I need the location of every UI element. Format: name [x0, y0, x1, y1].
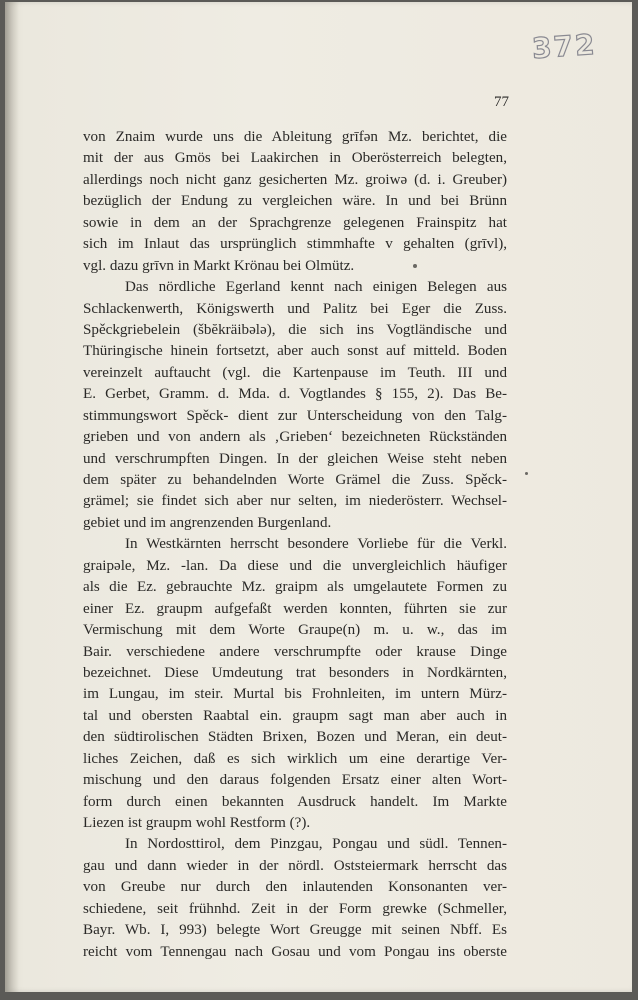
- text-line: als die Ez. gebrauchte Mz. graipm als umgelautete Formen zu: [83, 579, 507, 596]
- body-text: [83, 127, 507, 963]
- text-line: Liezen ist graupm wohl Restform (?).: [83, 815, 311, 831]
- text-line: allerdings noch nicht ganz gesicherten Mz. groiwǝ (d. i. Greuber): [83, 171, 507, 188]
- text-line: liches Zeichen, daß es sich wirklich um eine derartige Ver-: [83, 750, 507, 767]
- text-line: gau und dann wieder in der nördl. Oststeiermark herrscht das: [83, 857, 507, 874]
- text-line: E. Gerbet, Gramm. d. Mda. d. Vogtlandes § 155, 2). Das Be-: [83, 386, 507, 403]
- text-line: Vermischung mit dem Worte Graupe(n) m. u. w., das im: [83, 622, 507, 639]
- text-line: stimmungswort Spěck- dient zur Unterscheidung von den Talg-: [83, 407, 507, 424]
- spine-shadow: [5, 2, 19, 992]
- text-line: den südtirolischen Städten Brixen, Bozen und Meran, ein deut-: [83, 729, 507, 746]
- ink-speck: [413, 264, 417, 268]
- text-line: einer Ez. graupm aufgefaßt werden konnten, führten sie zur: [83, 600, 507, 617]
- text-line: bezeichnet. Diese Umdeutung trat besonders in Nordkärnten,: [83, 664, 507, 681]
- page-number: 77: [494, 94, 509, 110]
- text-line: reicht vom Tennengau nach Gosau und vom Pongau ins oberste: [83, 943, 507, 960]
- text-line: graipǝle, Mz. -lan. Da diese und die unvergleichlich häufiger: [83, 557, 507, 574]
- text-line: schiedene, seit frühnhd. Zeit in der Form grewke (Schmeller,: [83, 900, 507, 917]
- text-line: im Lungau, im steir. Murtal bis Frohnleiten, im untern Mürz-: [83, 686, 507, 703]
- text-line: Thüringische hinein fortsetzt, aber auch sonst auf mitteld. Boden: [83, 343, 507, 360]
- text-line: mit der aus Gmös bei Laakirchen in Oberösterreich belegten,: [83, 150, 507, 167]
- text-line: Spěckgriebelein (šbĕkräibǝlǝ), die sich ins Vogtländische und: [83, 321, 507, 338]
- book-page: [5, 2, 632, 992]
- ink-speck: [525, 472, 528, 475]
- text-line: grieben und von andern als ‚Grieben‘ bezeichneten Rückständen: [83, 429, 507, 446]
- text-line: In Westkärnten herrscht besondere Vorliebe für die Verkl.: [125, 536, 507, 553]
- text-line: gebiet und im angrenzenden Burgenland.: [83, 514, 332, 531]
- text-line: grämel; sie findet sich aber nur selten, im niederösterr. Wechsel-: [83, 493, 507, 510]
- text-line: von Znaim wurde uns die Ableitung grīfǝn Mz. berichtet, die: [83, 129, 507, 145]
- text-line: vgl. dazu grīvn in Markt Krönau bei Olmütz.: [83, 257, 355, 274]
- text-line: Das nördliche Egerland kennt nach einigen Belegen aus: [125, 279, 507, 296]
- text-line: In Nordosttirol, dem Pinzgau, Pongau und südl. Tennen-: [125, 836, 507, 853]
- text-line: vereinzelt auftaucht (vgl. die Kartenpause im Teuth. III und: [83, 364, 507, 381]
- text-line: und verschrumpften Dingen. In der gleichen Weise steht neben: [83, 450, 507, 467]
- text-line: bezüglich der Endung zu vergleichen wäre. In und bei Brünn: [83, 193, 507, 210]
- text-line: form durch einen bekannten Ausdruck handelt. Im Markte: [83, 793, 507, 810]
- text-line: mischung und den daraus folgenden Ersatz einer alten Wort-: [83, 772, 507, 789]
- text-line: Bayr. Wb. I, 993) belegte Wort Greugge mit seinen Nbff. Es: [83, 922, 507, 939]
- text-line: Schlackenwerth, Königswerth und Palitz bei Eger die Zuss.: [83, 300, 507, 317]
- text-line: tal und obersten Raabtal ein. graupm sagt man aber auch in: [83, 707, 507, 724]
- text-line: sowie in dem an der Sprachgrenze gelegenen Frainspitz hat: [83, 214, 507, 231]
- text-line: dem später zu behandelnden Worte Grämel die Zuss. Spěck-: [83, 472, 507, 488]
- archive-number-stamp: 372: [530, 27, 598, 66]
- text-line: von Greube nur durch den inlautenden Konsonanten ver-: [83, 879, 507, 896]
- text-line: sich im Inlaut das ursprünglich stimmhafte v gehalten (grīvl),: [83, 236, 507, 253]
- text-line: Bair. verschiedene andere verschrumpfte oder krause Dinge: [83, 643, 507, 660]
